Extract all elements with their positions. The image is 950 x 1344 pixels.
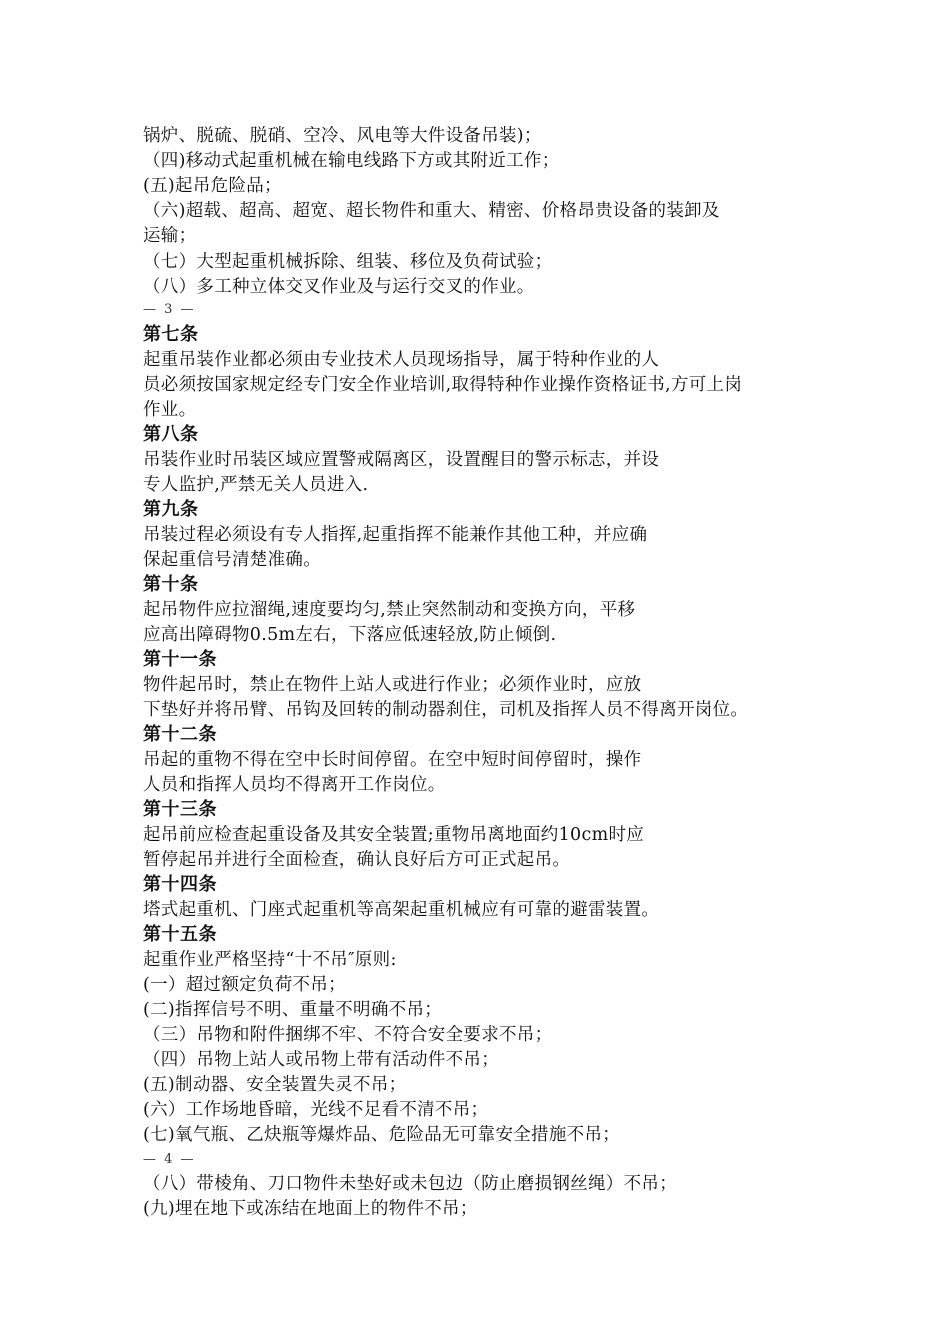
paragraph-line: (五)制动器、安全装置失灵不吊； [143,1075,407,1095]
page-number: — 3 — [143,302,196,317]
paragraph-line: 吊装过程必须设有专人指挥,起重指挥不能兼作其他工种，并应确 [143,525,648,545]
paragraph-line: 吊装作业时吊装区域应置警戒隔离区，设置醒目的警示标志，并设 [143,450,660,470]
paragraph-line: 物件起吊时，禁止在物件上站人或进行作业；必须作业时，应放 [143,675,642,695]
paragraph-line: (五)起吊危险品； [143,176,282,196]
paragraph-line: 起吊前应检查起重设备及其安全装置;重物吊离地面约10cm时应 [143,825,645,845]
paragraph-line: （四）吊物上站人或吊物上带有活动件不吊； [143,1050,499,1070]
paragraph-line: 起重作业严格坚持“十不吊″原则: [143,950,397,970]
paragraph-line: （三）吊物和附件捆绑不牢、不符合安全要求不吊； [143,1025,553,1045]
paragraph-line: 塔式起重机、门座式起重机等高架起重机械应有可靠的避雷装置。 [143,900,660,920]
paragraph-line: 下垫好并将吊臂、吊钩及回转的制动器刹住，司机及指挥人员不得离开岗位。 [143,700,749,720]
article-heading: 第七条 [143,324,199,345]
paragraph-line: (一）超过额定负荷不吊； [143,975,346,995]
paragraph-line: (六）工作场地昏暗，光线不足看不清不吊； [143,1100,489,1120]
paragraph-line: 锅炉、脱硫、脱硝、空冷、风电等大件设备吊装)； [143,126,542,146]
paragraph-line: （七）大型起重机械拆除、组装、移位及负荷试验； [143,252,553,272]
article-heading: 第十五条 [143,924,217,945]
paragraph-line: 员必须按国家规定经专门安全作业培训,取得特种作业操作资格证书,方可上岗 [143,375,743,395]
paragraph-line: 人员和指挥人员均不得离开工作岗位。 [143,775,446,795]
article-heading: 第十四条 [143,874,217,895]
paragraph-line: 保起重信号清楚准确。 [143,550,321,570]
article-heading: 第十一条 [143,649,217,670]
paragraph-line: 专人监护,严禁无关人员进入. [143,475,369,495]
paragraph-line: 吊起的重物不得在空中长时间停留。在空中短时间停留时，操作 [143,750,642,770]
article-heading: 第十二条 [143,724,217,745]
paragraph-line: 暂停起吊并进行全面检查，确认良好后方可正式起吊。 [143,850,571,870]
page-number: — 4 — [143,1152,196,1167]
paragraph-line: （六)超载、超高、超宽、超长物件和重大、精密、价格昂贵设备的装卸及 [143,201,720,221]
article-heading: 第九条 [143,499,199,520]
paragraph-line: （八）带棱角、刀口物件未垫好或未包边（防止磨损钢丝绳）不吊； [143,1174,677,1194]
paragraph-line: 运输； [143,226,197,246]
article-heading: 第十三条 [143,799,217,820]
paragraph-line: 作业。 [143,400,197,420]
paragraph-line: 应高出障碍物0.5m左右，下落应低速轻放,防止倾倒. [143,625,557,645]
paragraph-line: (九)埋在地下或冻结在地面上的物件不吊； [143,1199,478,1219]
paragraph-line: （八）多工种立体交叉作业及与运行交叉的作业。 [143,277,535,297]
paragraph-line: （四)移动式起重机械在输电线路下方或其附近工作； [143,151,560,171]
paragraph-line: 起重吊装作业都必须由专业技术人员现场指导，属于特种作业的人 [143,350,660,370]
paragraph-line: (七)氧气瓶、乙炔瓶等爆炸品、危险品无可靠安全措施不吊； [143,1125,621,1145]
paragraph-line: (二)指挥信号不明、重量不明确不吊； [143,1000,443,1020]
article-heading: 第八条 [143,424,199,445]
paragraph-line: 起吊物件应拉溜绳,速度要均匀,禁止突然制动和变换方向，平移 [143,600,636,620]
article-heading: 第十条 [143,574,199,595]
